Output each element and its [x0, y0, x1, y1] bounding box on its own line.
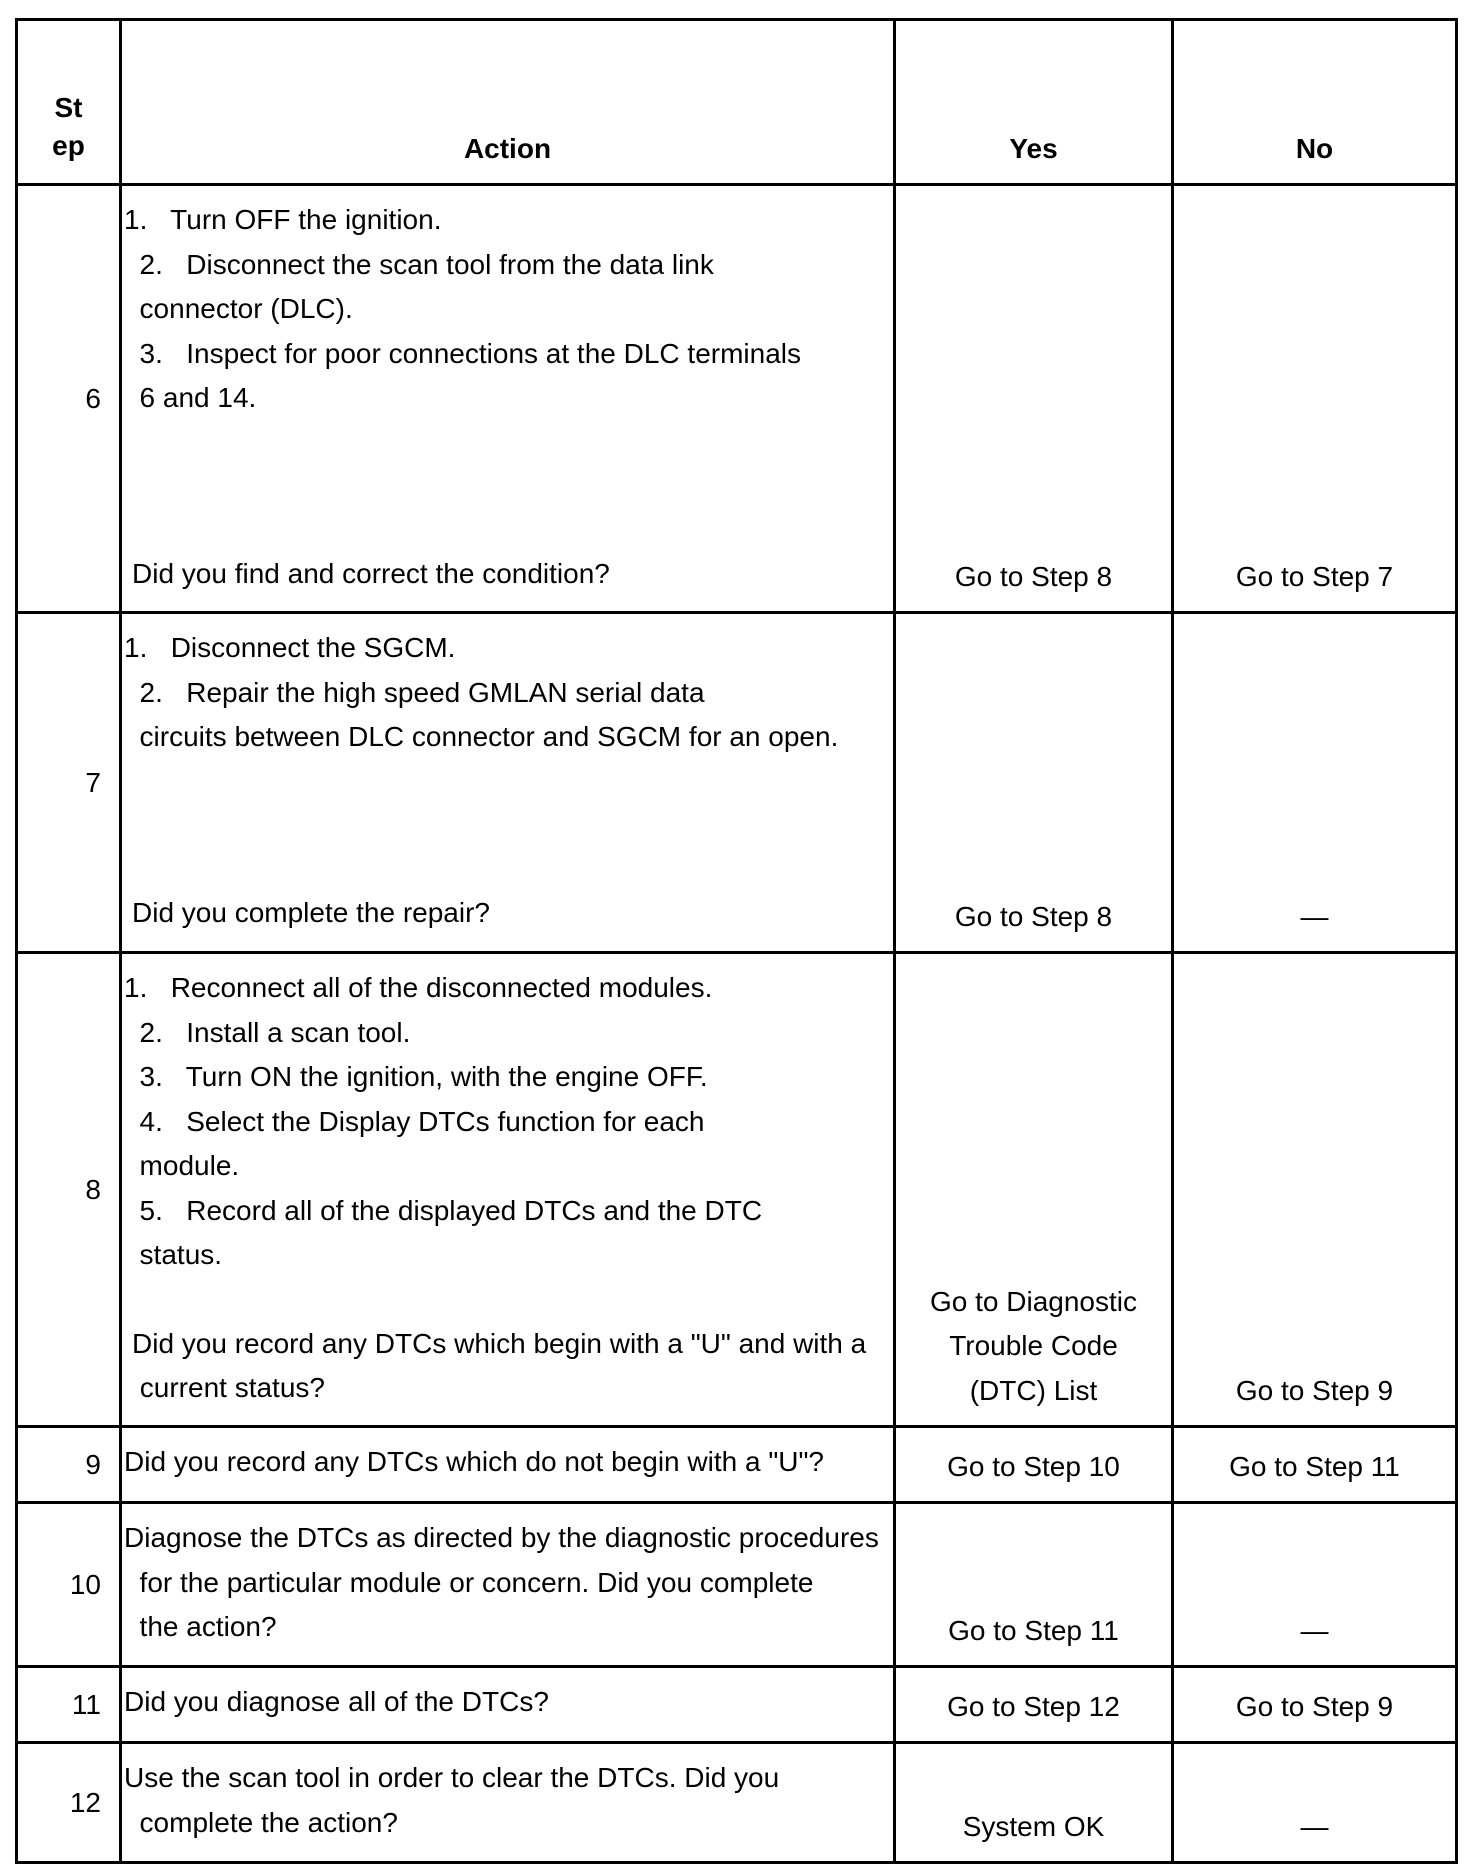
table-row	[17, 1667, 1457, 1743]
yes-cell: Go to Step 10	[895, 1427, 1173, 1503]
action-line: 3. Inspect for poor connections at the DLC terminals	[124, 337, 802, 369]
yes-cell	[895, 953, 1173, 1427]
action-line: 1. Reconnect all of the disconnected modules.	[124, 972, 713, 1003]
action-cell	[121, 1503, 895, 1667]
yes-line: Trouble Code	[949, 1330, 1118, 1361]
action-line: complete the action?	[124, 1806, 398, 1838]
no-cell: —	[1173, 1743, 1457, 1863]
table-row	[17, 1427, 1457, 1503]
yes-cell: System OK	[895, 1743, 1173, 1863]
question-text: Did you find and correct the condition?	[132, 557, 610, 589]
action-line: module.	[124, 1150, 240, 1181]
action-line: Use the scan tool in order to clear the DTCs. Did you	[124, 1762, 780, 1793]
step-number: 6	[17, 185, 121, 613]
step-number: 11	[17, 1667, 121, 1743]
yes-line: Go to Diagnostic	[930, 1285, 1137, 1317]
header-no: No	[1173, 20, 1457, 185]
no-cell: —	[1173, 1503, 1457, 1667]
action-line: the action?	[124, 1611, 277, 1642]
table-row	[17, 185, 1457, 613]
yes-cell: Go to Step 8	[895, 613, 1173, 953]
action-line: status.	[124, 1239, 223, 1270]
yes-cell: Go to Step 12	[895, 1667, 1173, 1743]
header-row	[17, 20, 1457, 185]
action-line: 2. Install a scan tool.	[124, 1016, 411, 1048]
table-row	[17, 953, 1457, 1427]
action-line: Did you record any DTCs which do not begin with a "U"?	[124, 1446, 824, 1477]
action-line: 3. Turn ON the ignition, with the engine OFF.	[124, 1061, 708, 1092]
table-row	[17, 613, 1457, 953]
action-cell	[121, 1667, 895, 1743]
action-line: connector (DLC).	[124, 293, 353, 324]
action-cell	[121, 1743, 895, 1863]
no-cell: Go to Step 7	[1173, 185, 1457, 613]
step-number: 9	[17, 1427, 121, 1503]
header-step: St ep	[17, 20, 121, 185]
step-number: 7	[17, 613, 121, 953]
yes-cell: Go to Step 11	[895, 1503, 1173, 1667]
action-line: 1. Turn OFF the ignition.	[124, 204, 442, 235]
action-line: 2. Disconnect the scan tool from the data link	[124, 248, 714, 280]
action-line: 5. Record all of the displayed DTCs and the DTC	[124, 1194, 763, 1226]
action-line: Diagnose the DTCs as directed by the diagnostic procedures	[124, 1522, 879, 1553]
action-cell	[121, 953, 895, 1427]
yes-cell: Go to Step 8	[895, 185, 1173, 613]
step-number: 8	[17, 953, 121, 1427]
header-yes: Yes	[895, 20, 1173, 185]
action-line: Did you diagnose all of the DTCs?	[124, 1686, 549, 1717]
action-cell	[121, 185, 895, 613]
step-number: 12	[17, 1743, 121, 1863]
table-row	[17, 1503, 1457, 1667]
action-line: 1. Disconnect the SGCM.	[124, 632, 456, 663]
step-number: 10	[17, 1503, 121, 1667]
table-row	[17, 1743, 1457, 1863]
question-text: Did you complete the repair?	[132, 896, 490, 928]
action-line: for the particular module or concern. Did you complete	[124, 1566, 814, 1598]
action-line: 6 and 14.	[124, 382, 257, 413]
action-cell	[121, 1427, 895, 1503]
question-text: current status?	[132, 1372, 325, 1403]
action-line: circuits between DLC connector and SGCM for an open.	[124, 721, 839, 752]
header-action: Action	[121, 20, 895, 185]
action-line: 2. Repair the high speed GMLAN serial data	[124, 676, 705, 708]
yes-line: (DTC) List	[969, 1374, 1098, 1406]
no-cell: Go to Step 9	[1173, 953, 1457, 1427]
action-line: 4. Select the Display DTCs function for each	[124, 1105, 705, 1137]
diagnostic-table	[15, 18, 1458, 1864]
no-cell: Go to Step 9	[1173, 1667, 1457, 1743]
question-text: Did you record any DTCs which begin with a "U" and with a	[132, 1327, 867, 1359]
no-cell: Go to Step 11	[1173, 1427, 1457, 1503]
no-cell: —	[1173, 613, 1457, 953]
action-cell	[121, 613, 895, 953]
